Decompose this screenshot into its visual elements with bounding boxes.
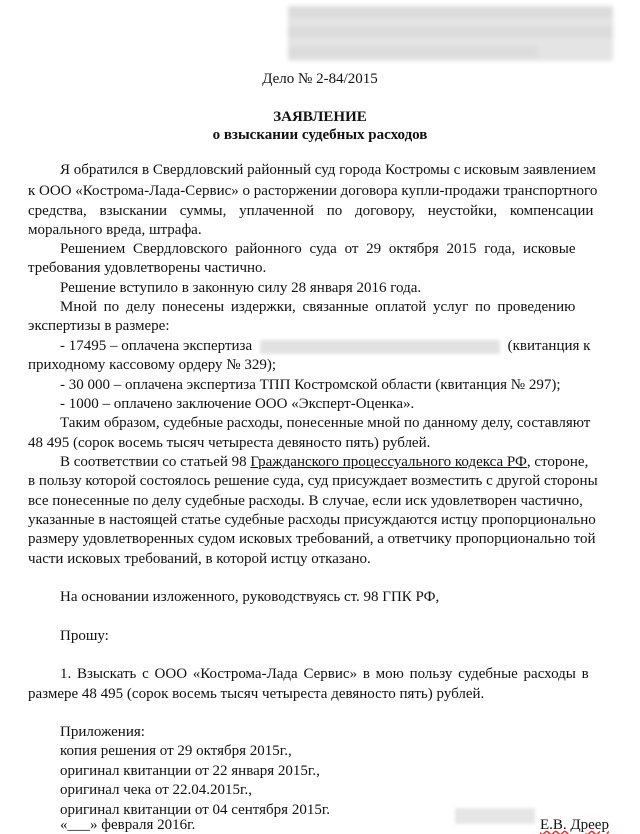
request-heading: Прошу:	[60, 628, 109, 644]
paragraph-line: морального вреда, штрафа.	[28, 222, 202, 238]
case-number: Дело № 2-84/2015	[262, 71, 378, 87]
attachment-item: оригинал квитанции от 22 января 2015г.,	[60, 763, 320, 779]
paragraph-line: Решение вступило в законную силу 28 января 2016 года.	[60, 280, 422, 296]
expense-item-text: (квитанция к	[507, 338, 591, 354]
paragraph-line: в пользу которой состоялось решение суда, суд присуждает возместить с другой стороны	[28, 473, 598, 489]
paragraph-text: , стороне,	[526, 454, 589, 470]
paragraph-line: к ООО «Кострома-Лада-Сервис» о расторжении договора купли-продажи транспортного	[28, 183, 598, 199]
redacted-signature	[455, 808, 535, 824]
attachment-item: оригинал чека от 22.04.2015г.,	[60, 782, 252, 798]
attachment-item: копия решения от 29 октября 2015г.,	[60, 743, 292, 759]
paragraph-text: В соответствии со статьей 98	[60, 454, 247, 470]
expense-item-continuation: приходному кассовому ордеру № 329);	[28, 357, 277, 373]
paragraph-line: все понесенные по делу судебные расходы. В случае, если иск удовлетворен частично,	[28, 493, 583, 509]
paragraph-line: Я обратился в Свердловский районный суд города Костромы с исковым заявлением	[60, 162, 596, 178]
paragraph-line: Мной по делу понесены издержки, связанные оплатой услуг по проведению	[60, 299, 576, 315]
paragraph-line: размеру удовлетворенных судом исковых требований, а ответчику пропорционально той	[28, 531, 596, 547]
paragraph-line: указанные в настоящей статье судебные расходы присуждаются истцу пропорционально	[28, 512, 596, 528]
paragraph-line: средства, взыскании суммы, уплаченной по договору, неустойки, компенсации	[28, 203, 594, 219]
expense-item-text: - 17495 – оплачена экспертиза	[60, 338, 253, 354]
request-item: 1. Взыскать с ООО «Кострома-Лада Сервис» в мою пользу судебные расходы в	[60, 666, 589, 682]
paragraph-line: требования удовлетворены частично.	[28, 260, 267, 276]
paragraph-line: части исковых требований, в которой истцу отказано.	[28, 551, 371, 567]
paragraph-line: На основании изложенного, руководствуясь ст. 98 ГПК РФ,	[60, 589, 440, 605]
attachments-title: Приложения:	[60, 724, 145, 740]
document-subtitle: о взыскании судебных расходов	[212, 127, 428, 143]
attachment-item: оригинал квитанции от 04 сентября 2015г.	[60, 802, 331, 818]
paragraph-line	[60, 453, 588, 471]
signer-name: Е.В. Дреер	[540, 817, 609, 833]
paragraph-line: Решением Свердловского районного суда от 29 октября 2015 года, исковые	[60, 241, 576, 257]
paragraph-line: Таким образом, судебные расходы, понесенные мной по данному делу, составляют	[60, 415, 591, 431]
paragraph-line: экспертизы в размере:	[28, 318, 170, 334]
request-item-continuation: размере 48 495 (сорок восемь тысяч четыреста девяносто пять) рублей.	[28, 686, 485, 702]
code-link[interactable]: Гражданского процессуального кодекса РФ	[250, 454, 527, 470]
expense-item: - 30 000 – оплачена экспертиза ТПП Костромской области (квитанция № 297);	[60, 377, 561, 393]
signature-date: «___» февраля 2016г.	[60, 817, 196, 833]
expense-item: - 1000 – оплачено заключение ООО «Эксперт-Оценка».	[60, 396, 415, 412]
redacted-header	[288, 6, 613, 61]
paragraph-line: 48 495 (сорок восемь тысяч четыреста девяносто пять) рублей.	[28, 435, 431, 451]
document-title: ЗАЯВЛЕНИЕ	[273, 109, 367, 125]
expense-item	[60, 337, 590, 355]
redacted-expert-name	[260, 340, 500, 354]
